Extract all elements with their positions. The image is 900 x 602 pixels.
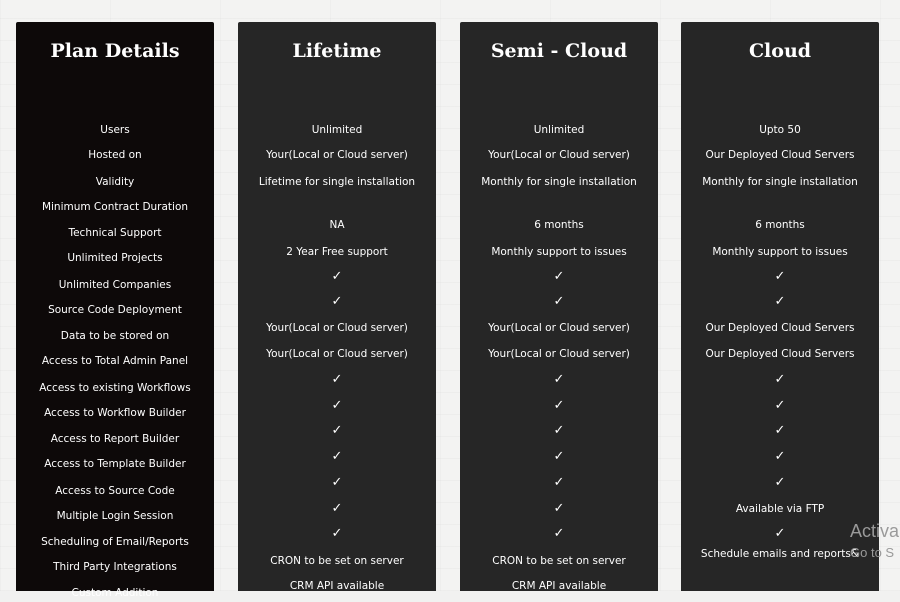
feature-label-admin-panel: Access to Total Admin Panel bbox=[41, 355, 189, 367]
cloud-source-code: Available via FTP bbox=[735, 503, 825, 515]
check-icon: ✓ bbox=[553, 449, 565, 464]
semi-validity: Monthly for single installation bbox=[481, 176, 637, 188]
feature-label-min-contract: Minimum Contract Duration bbox=[41, 201, 189, 213]
feature-label-source-code: Access to Source Code bbox=[55, 485, 175, 497]
check-icon: ✓ bbox=[331, 294, 343, 309]
watermark-line-1: Activa bbox=[850, 521, 900, 541]
semi-data-stored: Your(Local or Cloud server) bbox=[488, 322, 630, 334]
lifetime-users: Unlimited bbox=[311, 124, 363, 136]
windows-activation-watermark bbox=[850, 520, 899, 564]
lifetime-validity: Lifetime for single installation bbox=[258, 176, 416, 188]
check-icon: ✓ bbox=[331, 449, 343, 464]
feature-label-report-builder: Access to Report Builder bbox=[50, 433, 180, 445]
check-icon: ✓ bbox=[553, 475, 565, 490]
lifetime-min-contract: NA bbox=[329, 219, 345, 231]
check-icon: ✓ bbox=[553, 294, 565, 309]
semi-tech-support: Monthly support to issues bbox=[491, 246, 627, 258]
check-icon: ✓ bbox=[553, 398, 565, 413]
check-icon: ✓ bbox=[331, 269, 343, 284]
check-icon: ✓ bbox=[774, 294, 786, 309]
cloud-data-stored: Our Deployed Cloud Servers bbox=[705, 322, 855, 334]
check-icon: ✓ bbox=[331, 526, 343, 541]
semi-min-contract: 6 months bbox=[534, 219, 584, 231]
check-icon: ✓ bbox=[774, 398, 786, 413]
check-icon: ✓ bbox=[553, 269, 565, 284]
lifetime-column bbox=[238, 22, 436, 591]
check-icon: ✓ bbox=[774, 475, 786, 490]
check-icon: ✓ bbox=[553, 423, 565, 438]
cloud-validity: Monthly for single installation bbox=[702, 176, 858, 188]
semi-scheduling: CRON to be set on server bbox=[492, 555, 626, 567]
check-icon: ✓ bbox=[553, 526, 565, 541]
semi-admin-panel: Your(Local or Cloud server) bbox=[488, 348, 630, 360]
semi-integrations: CRM API available bbox=[511, 580, 607, 592]
lifetime-admin-panel: Your(Local or Cloud server) bbox=[266, 348, 408, 360]
feature-label-projects: Unlimited Projects bbox=[67, 252, 163, 264]
feature-label-workflows: Access to existing Workflows bbox=[39, 382, 191, 394]
lifetime-integrations: CRM API available bbox=[289, 580, 385, 592]
semi-hosted-on: Your(Local or Cloud server) bbox=[488, 149, 630, 161]
check-icon: ✓ bbox=[774, 269, 786, 284]
feature-label-multi-login: Multiple Login Session bbox=[56, 510, 174, 522]
feature-label-integrations: Third Party Integrations bbox=[53, 561, 177, 573]
check-icon: ✓ bbox=[331, 423, 343, 438]
check-icon: ✓ bbox=[774, 372, 786, 387]
watermark-line-2: Go to S bbox=[850, 545, 895, 560]
feature-label-companies: Unlimited Companies bbox=[58, 279, 172, 291]
check-icon: ✓ bbox=[553, 501, 565, 516]
feature-label-tech-support: Technical Support bbox=[68, 227, 162, 239]
check-icon: ✓ bbox=[774, 449, 786, 464]
feature-label-workflow-builder: Access to Workflow Builder bbox=[44, 407, 186, 419]
feature-label-scheduling: Scheduling of Email/Reports bbox=[41, 536, 189, 548]
check-icon: ✓ bbox=[553, 372, 565, 387]
feature-label-data-stored: Data to be stored on bbox=[60, 330, 170, 342]
cloud-min-contract: 6 months bbox=[755, 219, 805, 231]
plan-details-column bbox=[16, 22, 214, 599]
lifetime-title: Lifetime bbox=[292, 40, 382, 62]
feature-label-hosted-on: Hosted on bbox=[88, 149, 142, 161]
check-icon: ✓ bbox=[774, 526, 786, 541]
cloud-column bbox=[681, 22, 879, 591]
cloud-scheduling: Schedule emails and reports& bbox=[700, 548, 860, 560]
lifetime-scheduling: CRON to be set on server bbox=[270, 555, 404, 567]
semi-cloud-column bbox=[460, 22, 658, 591]
cloud-hosted-on: Our Deployed Cloud Servers bbox=[705, 149, 855, 161]
check-icon: ✓ bbox=[331, 398, 343, 413]
feature-label-validity: Validity bbox=[95, 176, 135, 188]
feature-label-users: Users bbox=[100, 124, 130, 136]
lifetime-data-stored: Your(Local or Cloud server) bbox=[266, 322, 408, 334]
semi-users: Unlimited bbox=[533, 124, 585, 136]
lifetime-hosted-on: Your(Local or Cloud server) bbox=[266, 149, 408, 161]
plan-details-title: Plan Details bbox=[50, 40, 180, 62]
check-icon: ✓ bbox=[331, 475, 343, 490]
cloud-users: Upto 50 bbox=[759, 124, 801, 136]
semi-cloud-title: Semi - Cloud bbox=[490, 40, 628, 62]
cloud-title: Cloud bbox=[748, 40, 812, 62]
lifetime-tech-support: 2 Year Free support bbox=[286, 246, 388, 258]
cloud-tech-support: Monthly support to issues bbox=[712, 246, 848, 258]
check-icon: ✓ bbox=[774, 423, 786, 438]
feature-label-template-builder: Access to Template Builder bbox=[44, 458, 186, 470]
cloud-admin-panel: Our Deployed Cloud Servers bbox=[705, 348, 855, 360]
check-icon: ✓ bbox=[331, 501, 343, 516]
feature-label-source-deploy: Source Code Deployment bbox=[48, 304, 182, 316]
feature-label-custom-addition: Custom Addition bbox=[71, 587, 159, 599]
check-icon: ✓ bbox=[331, 372, 343, 387]
